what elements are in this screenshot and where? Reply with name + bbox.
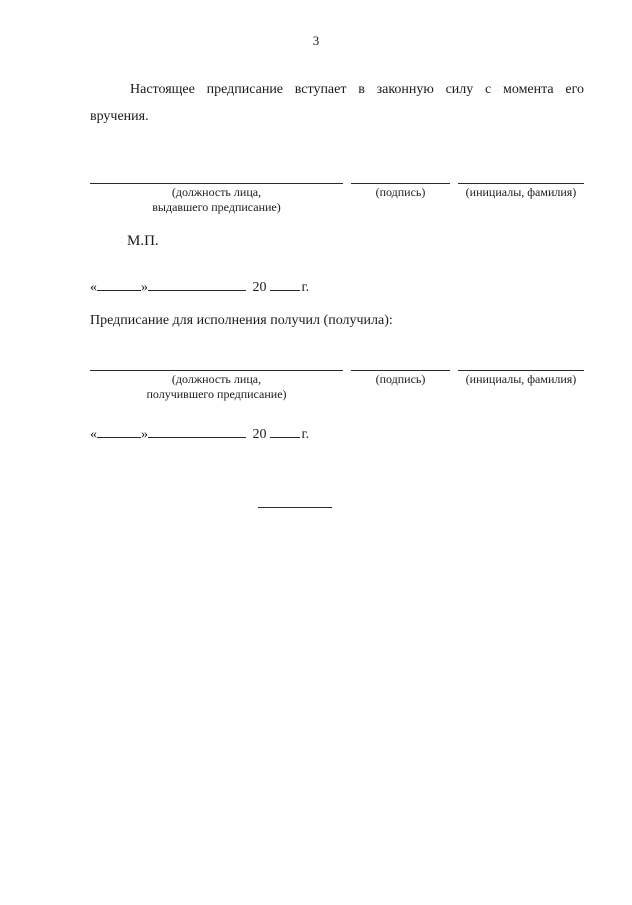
receipt-date (90, 423, 309, 443)
issue-month-field[interactable] (148, 276, 246, 291)
receipt-month-field[interactable] (148, 423, 246, 438)
recipient-name-line[interactable] (458, 370, 584, 371)
recipient-position-caption (110, 372, 323, 402)
issuer-position-caption-line2: выдавшего предписание) (152, 200, 281, 214)
recipient-name-caption: (инициалы, фамилия) (465, 372, 577, 386)
document-end-rule (258, 507, 332, 508)
receipt-label: Предписание для исполнения получил (получила): (90, 313, 393, 328)
issuer-signature-caption: (подпись) (375, 185, 426, 199)
issue-year-prefix: 20 (252, 280, 267, 295)
receipt-day-field[interactable] (97, 423, 141, 438)
recipient-signature-line[interactable] (351, 370, 450, 371)
receipt-year-prefix: 20 (252, 427, 267, 442)
effect-statement-line1: Настоящее предписание вступает в законную силу с момента его (130, 82, 584, 97)
issuer-name-caption: (инициалы, фамилия) (465, 185, 577, 199)
recipient-signature-caption: (подпись) (375, 372, 426, 386)
issue-year-field[interactable] (270, 276, 300, 291)
page-number: 3 (312, 33, 320, 48)
issuer-position-line[interactable] (90, 183, 343, 184)
stamp-label: М.П. (127, 233, 159, 249)
recipient-position-caption-line2: получившего предписание) (146, 387, 287, 401)
recipient-position-caption-line1: (должность лица, (171, 372, 262, 386)
issue-date-close-quote: » (141, 280, 148, 295)
receipt-date-open-quote: « (90, 427, 97, 442)
issue-date-open-quote: « (90, 280, 97, 295)
receipt-year-suffix: г. (301, 427, 310, 442)
receipt-year-field[interactable] (270, 423, 300, 438)
issue-date (90, 276, 309, 296)
recipient-position-line[interactable] (90, 370, 343, 371)
issue-day-field[interactable] (97, 276, 141, 291)
issuer-position-caption-line1: (должность лица, (171, 185, 262, 199)
issuer-position-caption (110, 185, 323, 215)
effect-statement-line2: вручения. (90, 109, 149, 124)
receipt-date-close-quote: » (141, 427, 148, 442)
issue-year-suffix: г. (301, 280, 310, 295)
issuer-name-line[interactable] (458, 183, 584, 184)
issuer-signature-line[interactable] (351, 183, 450, 184)
